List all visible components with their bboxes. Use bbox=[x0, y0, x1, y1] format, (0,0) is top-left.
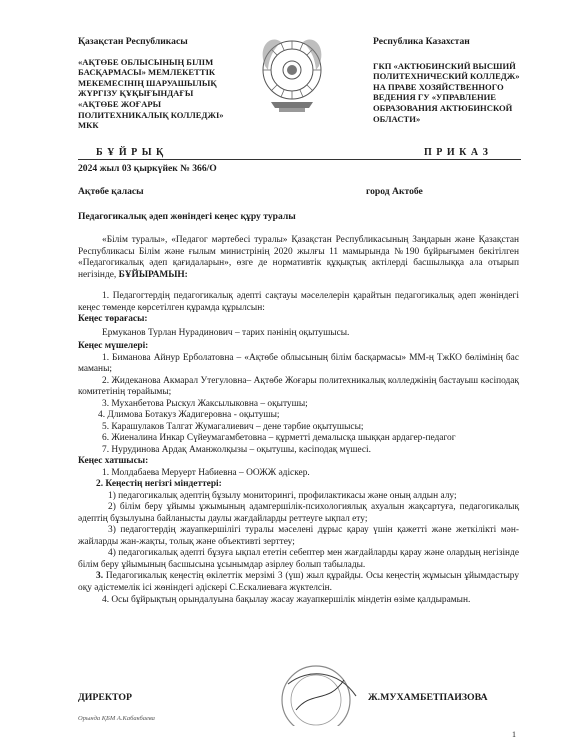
members-label: Кеңес мүшелері: bbox=[78, 341, 149, 351]
signature-name: Ж.МУХАМБЕТПАИЗОВА bbox=[368, 692, 488, 703]
header-right-line: ОБРАЗОВАНИЯ АКТЮБИНСКОЙ bbox=[373, 102, 513, 113]
header-left-line: ЖҮРГІЗУ ҚҰҚЫҒЫНДАҒЫ bbox=[78, 88, 194, 99]
executor-note: Орында ҚБМ А.Кабакбаева bbox=[78, 715, 155, 722]
header-divider bbox=[78, 159, 521, 160]
header-left-title: Қазақстан Республикасы bbox=[78, 36, 188, 47]
task-item: 2) білім беру ұйымы ұжымының адамгершілік-психологиялық ахуалын жақсартуға, педагогикалық әдептің бұзылуына байланысты даулы жағдайларды реттеуге ықпал ету; bbox=[78, 502, 519, 524]
order-subject: Педагогикалық әдеп жөніндегі кеңес құру туралы bbox=[78, 211, 296, 222]
member-item: 6. Жиеналина Инкар Сүйеумагамбетовна – құрметті демалысқа шыққан ардагер-педагог bbox=[102, 433, 456, 443]
state-emblem-icon bbox=[259, 36, 325, 118]
task-item: 1) педагогикалық әдептің бұзылу мониторингі, профилактикасы және оның алдын алу; bbox=[108, 490, 457, 501]
item-1: 1. Педагогтердің педагогикалық әдепті сақтауы мәселелерін қарайтын педагогикалық әдеп жөніндегі кеңес төменде көрсетілген құрамда құрылсын: bbox=[78, 291, 519, 313]
header-left-line: МЕКЕМЕСІНІҢ ШАРУАШЫЛЫҚ bbox=[78, 77, 217, 88]
order-title-ru: П Р И К А З bbox=[424, 147, 489, 158]
header-right bbox=[373, 37, 533, 124]
item-2: 2. Кеңестің негізгі міндеттері: bbox=[96, 479, 222, 489]
signature-role: ДИРЕКТОР bbox=[78, 692, 132, 703]
header-left-line: «АҚТӨБЕ ЖОҒАРЫ bbox=[78, 98, 162, 109]
member-item: 5. Карашулаков Талгат Жумагалиевич – дене тәрбие оқытушысы; bbox=[102, 421, 364, 432]
preamble-text: «Білім туралы», «Педагог мәртебесі туралы» Қазақстан Республикасының Заңдарын және Қазақстан Республикасы Білім және ғылым министрінің 2020 жылғы 11 мамырында №190 бұйрығымен бекітілген «Педагогикалық әдеп қағидаларын», өзге де нормативтік құқықтық актілерді басшылыққа ала отырып негізінде, bbox=[78, 235, 519, 280]
item-3-text: Педагогикалық кеңестің өкілеттік мерзімі 3 (үш) жыл құрайды. Осы кеңестің жұмысын ұйымдастыру оқу әдістемелік ісі жөніндегі әдіскері С.Ескалиеваға жүктелсін. bbox=[78, 571, 520, 593]
header-left bbox=[78, 37, 263, 131]
chair-label: Кеңес төрағасы: bbox=[78, 314, 148, 324]
member-item: 7. Нурудинова Ардақ Аманжолқызы – оқытушы, кәсіподақ мүшесі. bbox=[102, 444, 371, 455]
city-ru: город Актобе bbox=[366, 186, 423, 197]
member-item: 2. Жидеканова Акмарал Утегуловна– Ақтөбе Жоғары политехникалық колледжінің бастауыш кәсіподақ комитетінің төрайымы; bbox=[78, 375, 519, 397]
header-right-title: Республика Казахстан bbox=[373, 36, 470, 47]
member-item: 3. Муханбетова Рыскул Жаксылыковна – оқытушы; bbox=[102, 398, 308, 409]
chair-text: Ермуканов Турлан Нурадинович – тарих пәнінің оқытушысы. bbox=[102, 327, 350, 338]
header-right-line: ОБЛАСТИ» bbox=[373, 113, 421, 124]
item-3-number: 3. bbox=[96, 571, 104, 581]
header-right-line: НА ПРАВЕ ХОЗЯЙСТВЕННОГО bbox=[373, 81, 504, 92]
header-left-line: БАСҚАРМАСЫ» МЕМЛЕКЕТТІК bbox=[78, 67, 216, 78]
member-item: 4. Длимова Ботакуз Жадигеровна - оқытушы; bbox=[98, 410, 280, 420]
buyiramyn-label: БҰЙЫРАМЫН: bbox=[118, 269, 188, 280]
item-3 bbox=[78, 571, 519, 594]
header-right-line: ВЕДЕНИЯ ГУ «УПРАВЛЕНИЕ bbox=[373, 92, 497, 103]
preamble bbox=[78, 235, 519, 281]
order-date-number: 2024 жыл 03 қыркүйек № 366/О bbox=[78, 163, 217, 174]
task-item: 3) педагогтердің жауапкершілігі туралы мәселені дұрыс қарау үшін қажетті және жеткілікті мән-жайларды жан-жақты, толық және объективті зерттеу; bbox=[78, 525, 519, 547]
header-left-line: «АҚТӨБЕ ОБЛЫСЫНЫҢ БІЛІМ bbox=[78, 56, 214, 67]
item-4: 4. Осы бұйрықтың орындалуына бақылау жасау жауапкершілік міндетін өзіме қалдырамын. bbox=[102, 595, 471, 605]
header-left-line: МКК bbox=[78, 120, 99, 131]
order-title-kz: Б Ұ Й Р Ы Қ bbox=[96, 147, 165, 158]
header-left-line: ПОЛИТЕХНИКАЛЫҚ КОЛЛЕДЖІ» bbox=[78, 109, 224, 120]
round-stamp-icon bbox=[268, 660, 368, 726]
secretary-label: Кеңес хатшысы: bbox=[78, 456, 149, 466]
city-kz: Ақтөбе қаласы bbox=[78, 186, 144, 197]
member-item: 1. Биманова Айнур Ерболатовна – «Ақтөбе облысының білім басқармасы» ММ-ң ТжКО бөлімінің бас маманы; bbox=[78, 352, 519, 374]
header-right-line: ГКП «АКТЮБИНСКИЙ ВЫСШИЙ bbox=[373, 60, 516, 71]
task-item: 4) педагогикалық әдепті бұзуға ықпал ететін себептер мен жағдайларды қарау және олардың негізінде білім беру ұйымының басшысына ұсынымдар әзірлеу болып табылады. bbox=[78, 548, 519, 570]
secretary-text: 1. Молдабаева Меруерт Набиевна – ООЖЖ әдіскер. bbox=[102, 467, 310, 478]
header-right-line: ПОЛИТЕХНИЧЕСКИЙ КОЛЛЕДЖ» bbox=[373, 71, 520, 82]
page-number: 1 bbox=[512, 730, 516, 739]
order-body bbox=[78, 235, 519, 607]
